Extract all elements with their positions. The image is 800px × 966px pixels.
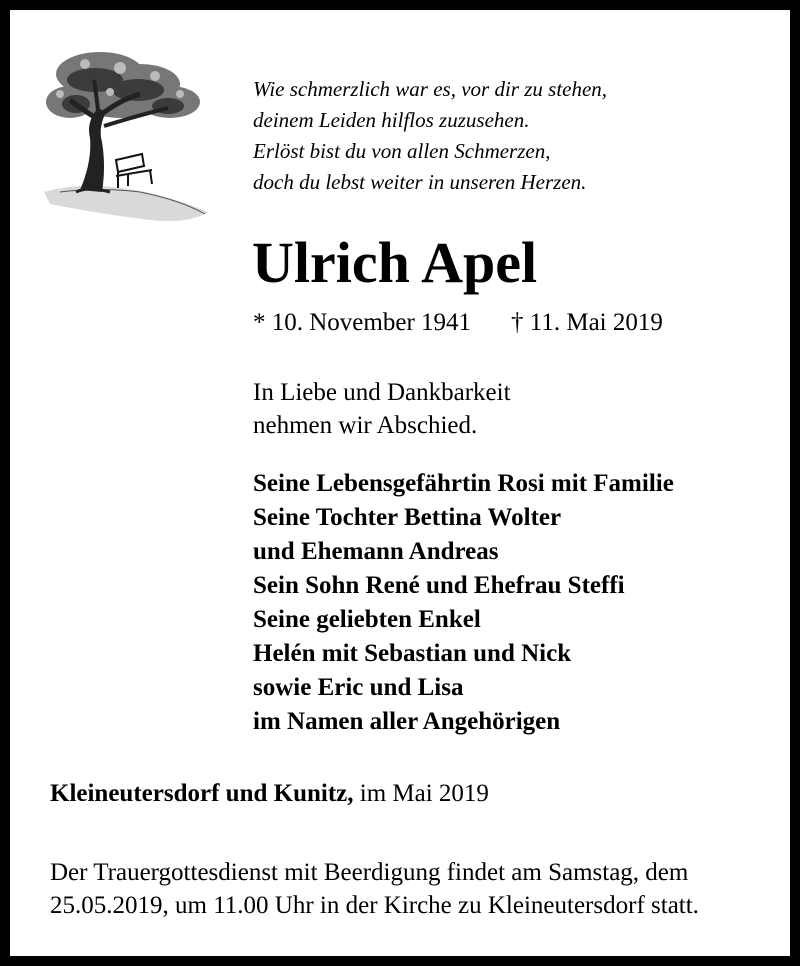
- mourner-line: Helén mit Sebastian und Nick: [253, 640, 572, 667]
- mourner-line: Seine Tochter Bettina Wolter: [253, 504, 562, 531]
- notice-date: im Mai 2019: [353, 780, 489, 807]
- mourner-line: Seine geliebten Enkel: [253, 606, 481, 633]
- birth-date: * 10. November 1941: [253, 309, 472, 336]
- mourner-line: sowie Eric und Lisa: [253, 674, 464, 701]
- tree-with-bench-icon: [40, 42, 212, 226]
- place-and-date: [50, 779, 489, 809]
- funeral-service-info: [50, 856, 770, 922]
- service-line: 25.05.2019, um 11.00 Uhr in der Kirche zu Kleineutersdorf statt.: [50, 892, 699, 919]
- place-names: Kleineutersdorf und Kunitz,: [50, 780, 354, 807]
- service-line: Der Trauergottesdienst mit Beerdigung findet am Samstag, dem: [50, 859, 689, 886]
- mourner-line: Seine Lebensgefährtin Rosi mit Familie: [253, 470, 674, 497]
- mourner-line: im Namen aller Angehörigen: [253, 708, 561, 735]
- life-dates: [253, 308, 663, 338]
- mourner-line: und Ehemann Andreas: [253, 538, 499, 565]
- poem-line: Erlöst bist du von allen Schmerzen,: [253, 139, 551, 163]
- farewell-text: [253, 376, 511, 442]
- poem-line: doch du lebst weiter in unseren Herzen.: [253, 170, 587, 194]
- poem-line: Wie schmerzlich war es, vor dir zu stehen,: [253, 77, 608, 101]
- mourners-list: [253, 467, 674, 739]
- farewell-line: In Liebe und Dankbarkeit: [253, 379, 511, 406]
- poem-line: deinem Leiden hilflos zuzusehen.: [253, 108, 530, 132]
- deceased-name: Ulrich Apel: [252, 230, 538, 295]
- farewell-line: nehmen wir Abschied.: [253, 412, 478, 439]
- death-date: † 11. Mai 2019: [511, 309, 663, 336]
- mourner-line: Sein Sohn René und Ehefrau Steffi: [253, 572, 625, 599]
- poem: [253, 74, 607, 198]
